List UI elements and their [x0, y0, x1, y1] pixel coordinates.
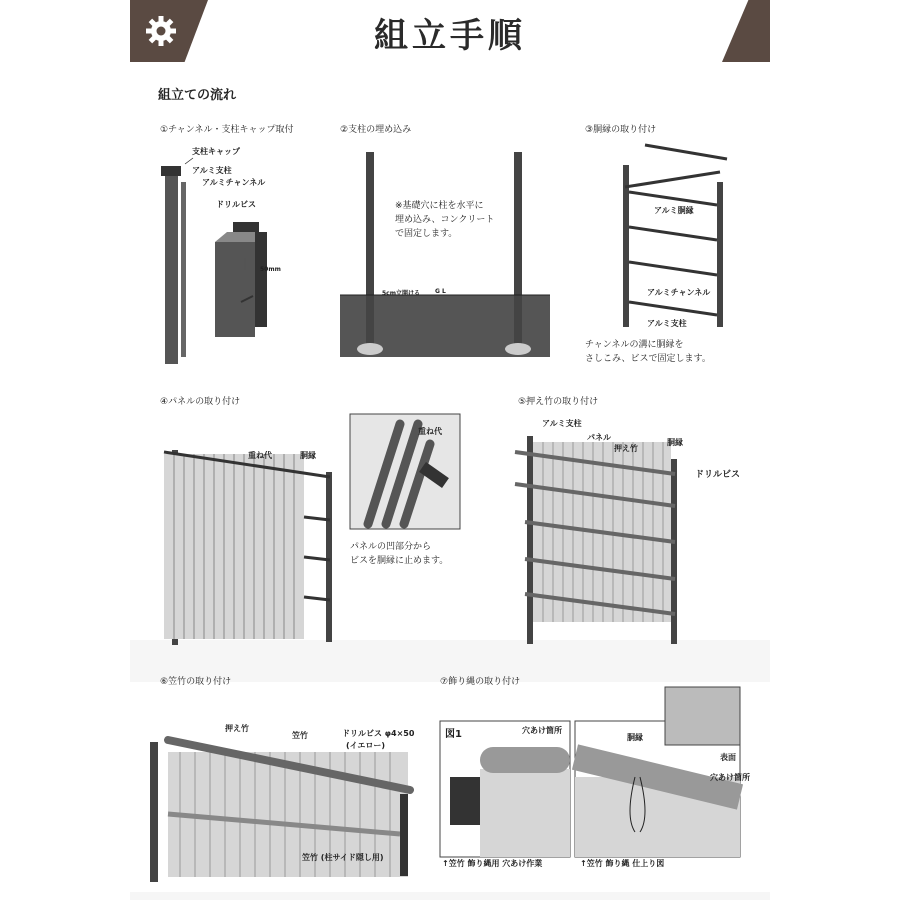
- step4-label-rail: 胴縁: [300, 451, 316, 460]
- step6-caption: ⑥笠竹の取り付け: [160, 677, 232, 687]
- step2-label-5cm: 5cm立開ける: [382, 290, 420, 297]
- step7-caption: ⑦飾り縄の取り付け: [440, 677, 521, 687]
- step6-label-osae: 押え竹: [225, 724, 249, 733]
- page-title: 組立手順: [374, 16, 526, 56]
- step2-label-gl: G L: [435, 288, 446, 295]
- step3-note: チャンネルの溝に胴縁を さしこみ、ビスで固定します。: [585, 340, 711, 364]
- step4-caption: ④パネルの取り付け: [160, 397, 241, 407]
- step5-label-drill: ドリルビス: [695, 470, 741, 480]
- step5-label-panel: パネル: [587, 433, 611, 442]
- step3-label-post: アルミ支柱: [647, 319, 687, 328]
- step7-bottom-caption-2: ↑笠竹 飾り縄 仕上り図: [580, 859, 665, 868]
- step5-label-post: アルミ支柱: [542, 419, 582, 428]
- step4-detail: [350, 414, 460, 529]
- step2-note: ※基礎穴に柱を水平に 埋め込み、コンクリート で固定します。: [395, 201, 495, 239]
- step7-diagram: [440, 717, 740, 857]
- step2-caption: ②支柱の埋め込み: [340, 125, 412, 135]
- step6-label-kasa: 笠竹: [292, 731, 308, 740]
- step4-label-overlap: 重ね代: [248, 451, 272, 460]
- step7-fig-label: 図1: [445, 729, 462, 740]
- step1-label-drill: ドリルビス: [216, 200, 256, 209]
- step6-label-side: 笠竹 (柱サイド隠し用): [302, 853, 384, 862]
- step6-label-yellow: (イエロー): [346, 741, 385, 750]
- step7-bottom-caption-1: ↑笠竹 飾り縄用 穴あけ作業: [442, 859, 543, 868]
- step5-diagram: [515, 434, 695, 646]
- header-bar: [130, 0, 770, 62]
- step3-caption: ③胴縁の取り付け: [585, 125, 657, 135]
- step1-label-cap: 支柱キャップ: [192, 147, 240, 156]
- step4-note: パネルの凹部分から ビスを胴縁に止めます。: [350, 542, 449, 566]
- step3-label-channel: アルミチャンネル: [647, 288, 711, 297]
- step1-label-post: アルミ支柱: [192, 166, 232, 175]
- step3-diagram: [615, 137, 735, 332]
- section-title: 組立ての流れ: [158, 88, 237, 103]
- step5-label-osae: 押え竹: [614, 444, 638, 453]
- step1-label-50mm: 50mm: [260, 266, 281, 273]
- content-area: [130, 62, 770, 900]
- step7-label-face: 表面: [720, 753, 736, 762]
- step2-diagram: [340, 147, 550, 367]
- step3-label-rail: アルミ胴縁: [654, 206, 694, 215]
- step4-detail-label-overlap: 重ね代: [418, 427, 442, 436]
- step1-caption: ①チャンネル・支柱キャップ取付: [160, 125, 294, 135]
- step7-label-hole1: 穴あけ箇所: [522, 726, 562, 735]
- step4-diagram: [160, 442, 340, 647]
- step6-label-drill: ドリルビス φ4×50: [342, 729, 415, 738]
- step5-label-rail: 胴縁: [667, 438, 683, 447]
- step1-label-channel: アルミチャンネル: [202, 178, 266, 187]
- step7-label-rail: 胴縁: [627, 733, 643, 742]
- step5-caption: ⑤押え竹の取り付け: [518, 397, 599, 407]
- step7-label-hole2: 穴あけ箇所: [710, 773, 750, 782]
